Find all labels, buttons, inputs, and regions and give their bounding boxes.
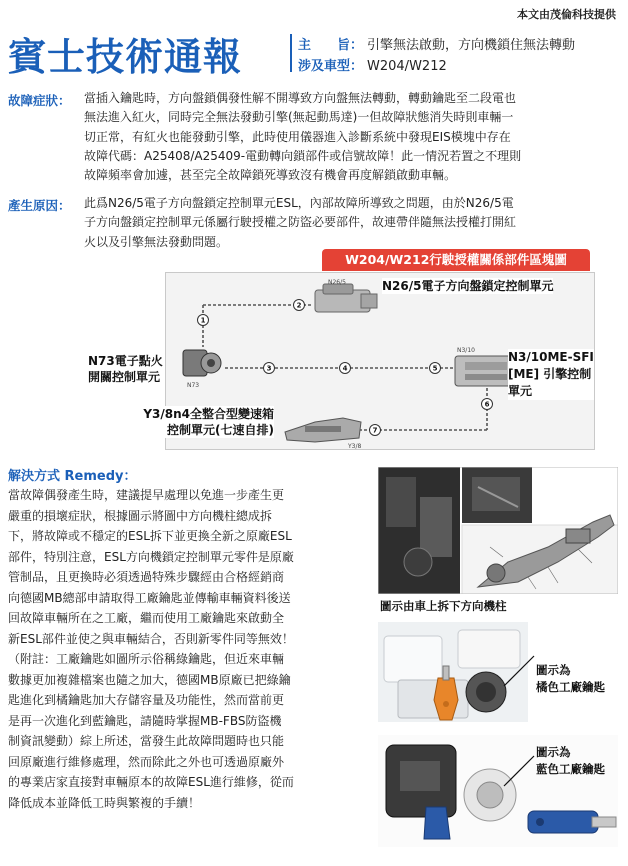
models-text: W204/W212 (367, 59, 447, 74)
cause-line: 火以及引擎無法發動問題。 (84, 234, 229, 249)
cause-line: 子方向盤鎖定控制單元係屬行駛授權之防盜必要部件，故連帶伴隨無法授權打開紅 (84, 215, 517, 230)
remedy-line: 新ESL部件並使之與車輛結合，否則新零件同等無效！ (8, 631, 294, 646)
y3-callout-line: 控制單元(七速自排) (167, 423, 274, 437)
n3-callout-line: [ME] 引擎控制 (508, 367, 592, 381)
remedy-line: 向德國MB總部申請取得工廠鑰匙並傳輸車輛資料後送 (8, 590, 291, 605)
header-divider (290, 34, 292, 72)
remedy-line: （附註：工廠鑰匙如圖所示俗稱綠鑰匙，但近來車輛 (8, 652, 285, 666)
provided-by: 本文由茂倫科技提供 (517, 8, 616, 21)
n73-tag: N73 (187, 382, 200, 389)
n3-callout-line: N3/10ME-SFI (508, 350, 594, 364)
blue-key-caption (536, 744, 605, 778)
node-7: 7 (372, 426, 378, 435)
column-caption: 圖示由車上拆下方向機柱 (380, 599, 507, 613)
symptom-line: 無法進入紅火，同時完全無法發動引擎(無起動馬達)一但故障狀態消失時則車輛一 (84, 110, 514, 125)
blue-key-pointer (500, 750, 536, 790)
remedy-line: 降低成本並降低工時與繁複的手續！ (8, 795, 201, 810)
blue-key-caption-line: 圖示為 (536, 745, 571, 759)
symptom-line: 故障代碼：A25408/A25409-電動轉向鎖部件或信號故障！此一情況若置之不理則 (84, 148, 522, 163)
y3-callout (122, 406, 274, 438)
node-2: 2 (296, 301, 302, 310)
n26-callout: N26/5電子方向盤鎖定控制單元 (382, 279, 554, 293)
symptom-text (84, 89, 618, 185)
cause-line: 此爲N26/5電子方向盤鎖定控制單元ESL，內部故障所導致之問題，由於N26/5電 (84, 196, 514, 210)
n73-callout (88, 353, 163, 385)
symptom-line: 當插入鑰匙時，方向盤鎖偶發性解不開導致方向盤無法轉動，轉動鑰匙至二段電也 (84, 91, 517, 105)
n73-callout-line: N73電子點火 (88, 354, 163, 368)
remedy-text (8, 485, 366, 813)
node-6: 6 (484, 400, 490, 409)
remedy-line: 下，將故障或不穩定的ESL拆下並更換全新之原廠ESL (8, 529, 292, 543)
blue-key-caption-line: 藍色工廠鑰匙 (536, 762, 605, 776)
symptom-line: 切正常，有紅火也能發動引擎，此時使用儀器進入診斷系統中發現EIS模塊中存在 (84, 129, 511, 144)
subject-line (298, 34, 575, 53)
remedy-line: 管制品，且更換時必須透過特殊步驟經由合格經銷商 (8, 570, 285, 584)
remedy-line: 數據更加複雜檔案也隨之加大，德國MB原廠已把綠鑰 (8, 672, 291, 687)
remedy-line: 當故障偶發產生時，建議提早處理以免進一步產生更 (8, 488, 285, 502)
remedy-line: 嚴重的損壞症狀，根據圖示將圖中方向機柱總成拆 (8, 508, 273, 523)
node-3: 3 (266, 364, 272, 373)
orange-key-caption (536, 662, 605, 696)
symptom-label: 故障症狀： (8, 93, 71, 108)
remedy-line: 的專業店家直接對車輛原本的故障ESL進行維修，從而 (8, 775, 294, 789)
orange-key-caption-line: 圖示為 (536, 663, 571, 677)
cause-label: 產生原因： (8, 198, 71, 213)
diagram-title: W204/W212行駛授權關係部件區塊圖 (322, 249, 590, 271)
cause-text (84, 194, 618, 252)
subject-text: 引擎無法啟動，方向機鎖住無法轉動 (367, 38, 576, 53)
remedy-line: 制資訊變動）綜上所述，當發生此故障問題時也只能 (8, 734, 285, 748)
n73-part (183, 350, 221, 376)
node-1: 1 (200, 316, 206, 325)
n3-tag: N3/10 (457, 347, 475, 354)
steering-column-photo (378, 467, 618, 594)
remedy-line: 部件，特別注意，ESL方向機鎖定控制單元零件是原廠 (8, 549, 294, 564)
subject-label: 主 旨： (298, 38, 364, 53)
remedy-title: 解決方式 Remedy： (8, 469, 137, 484)
n3-callout-line: 單元 (508, 384, 533, 398)
brand-title: 賓士技術通報 (8, 35, 243, 79)
remedy-line: 匙進化到橘鑰匙加大存儲容量及功能性，然而當前更 (8, 693, 285, 707)
y3-tag: Y3/8 (348, 443, 362, 450)
models-label: 涉及車型： (298, 59, 364, 74)
orange-key-pointer (500, 650, 536, 690)
orange-key-caption-line: 橘色工廠鑰匙 (536, 680, 605, 694)
node-4: 4 (342, 364, 348, 373)
remedy-line: 回故障車輛所在之工廠，繼而使用工廠鑰匙來啟動全 (8, 611, 285, 625)
symptom-line: 故障頻率會加遽，甚至完全故障鎖死導致沒有機會再度解鎖啟動車輛。 (84, 168, 457, 183)
node-5: 5 (432, 364, 438, 373)
n3-callout (508, 349, 594, 400)
y3-callout-line: Y3/8n4全整合型變速箱 (143, 407, 274, 421)
n26-tag: N26/5 (328, 279, 346, 286)
models-line (298, 55, 447, 74)
remedy-line: 回原廠進行維修處理，然而除此之外也可透過原廠外 (8, 754, 285, 769)
remedy-line: 是再一次進化到藍鑰匙，請隨時掌握MB-FBS防盜機 (8, 713, 282, 728)
n73-callout-line: 開關控制單元 (88, 370, 161, 384)
